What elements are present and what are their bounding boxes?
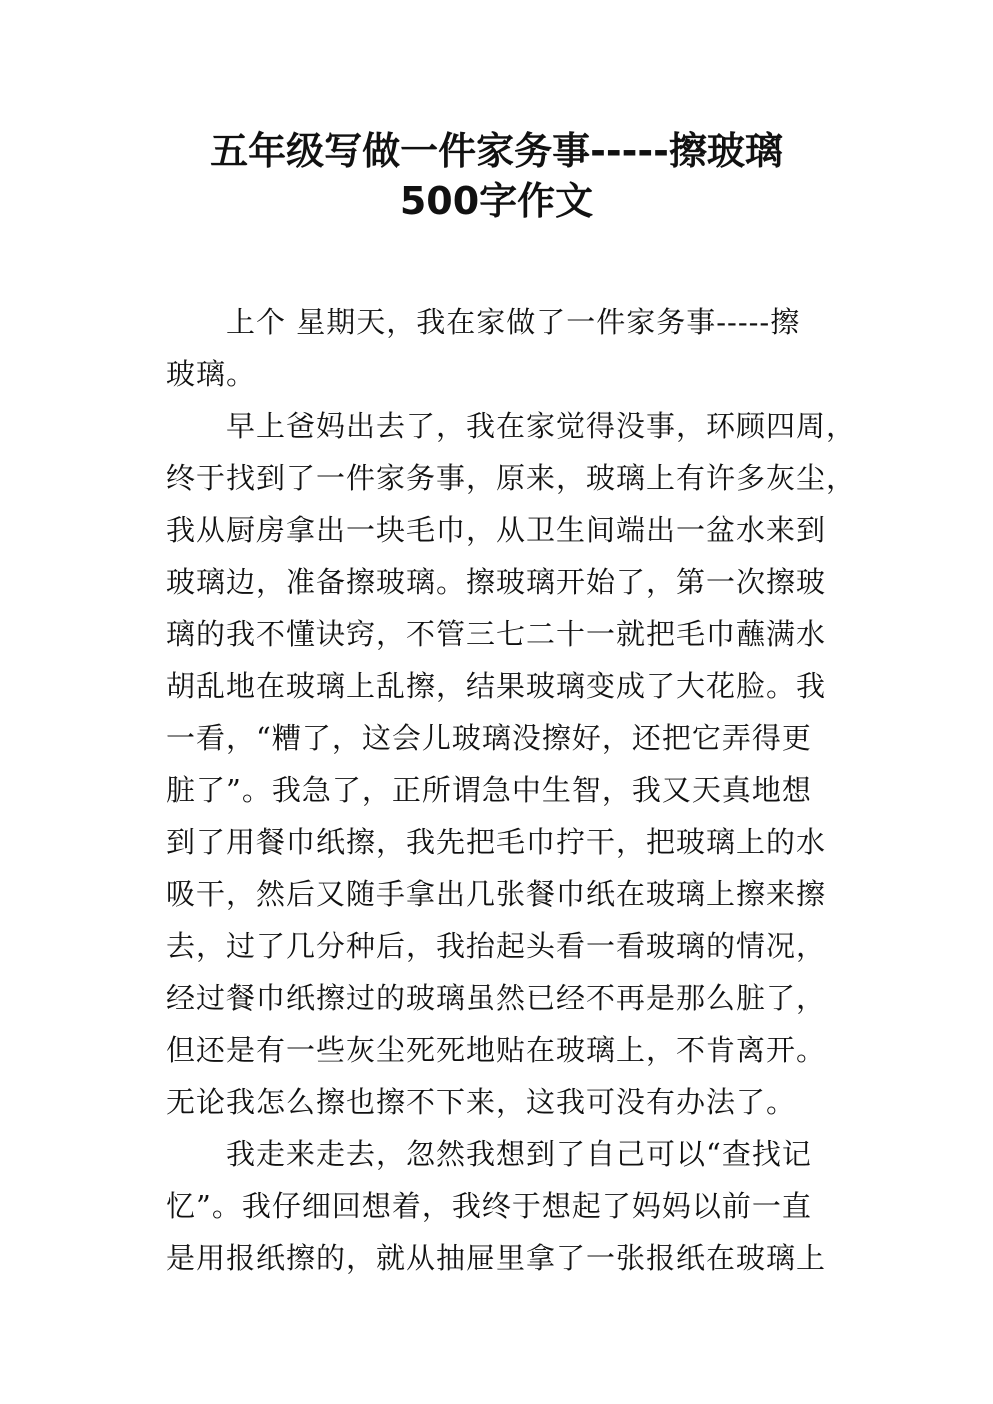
paragraph-3-line-3: 是用报纸擦的，就从抽屉里拿了一张报纸在玻璃上 xyxy=(166,1241,827,1275)
paragraph-2-line-10: 吸干，然后又随手拿出几张餐巾纸在玻璃上擦来擦 xyxy=(166,877,827,911)
paragraph-2-line-4: 玻璃边，准备擦玻璃。擦玻璃开始了，第一次擦玻 xyxy=(166,565,827,599)
paragraph-2-line-8: 脏了”。我急了，正所谓急中生智，我又天真地想 xyxy=(166,773,812,807)
paragraph-2-line-14: 无论我怎么擦也擦不下来，这我可没有办法了。 xyxy=(166,1085,797,1119)
paragraph-2-line-2: 终于找到了一件家务事，原来，玻璃上有许多灰尘， xyxy=(166,461,857,495)
paragraph-2-line-13: 但还是有一些灰尘死死地贴在玻璃上，不肯离开。 xyxy=(166,1033,827,1067)
paragraph-2-line-6: 胡乱地在玻璃上乱擦，结果玻璃变成了大花脸。我 xyxy=(166,669,827,703)
paragraph-1-line-1: 上个 星期天，我在家做了一件家务事-----擦 xyxy=(226,305,801,339)
paragraph-1-line-2: 玻璃。 xyxy=(166,357,257,391)
document-title-line-1: 五年级写做一件家务事-----擦玻璃 xyxy=(210,129,783,173)
paragraph-2-line-5: 璃的我不懂诀窍，不管三七二十一就把毛巾蘸满水 xyxy=(166,617,827,651)
paragraph-3-line-1: 我走来走去，忽然我想到了自己可以“查找记 xyxy=(226,1137,812,1171)
paragraph-3-line-2: 忆”。我仔细回想着，我终于想起了妈妈以前一直 xyxy=(166,1189,812,1223)
paragraph-2-line-12: 经过餐巾纸擦过的玻璃虽然已经不再是那么脏了， xyxy=(166,981,827,1015)
paragraph-2-line-3: 我从厨房拿出一块毛巾，从卫生间端出一盆水来到 xyxy=(166,513,827,547)
paragraph-2-line-11: 去，过了几分种后，我抬起头看一看玻璃的情况， xyxy=(166,929,827,963)
paragraph-2-line-1: 早上爸妈出去了，我在家觉得没事，环顾四周， xyxy=(226,409,857,443)
document-title-line-2: 500字作文 xyxy=(399,179,594,223)
paragraph-2-line-9: 到了用餐巾纸擦，我先把毛巾拧干，把玻璃上的水 xyxy=(166,825,827,859)
paragraph-2-line-7: 一看，“糟了，这会儿玻璃没擦好，还把它弄得更 xyxy=(166,721,812,755)
